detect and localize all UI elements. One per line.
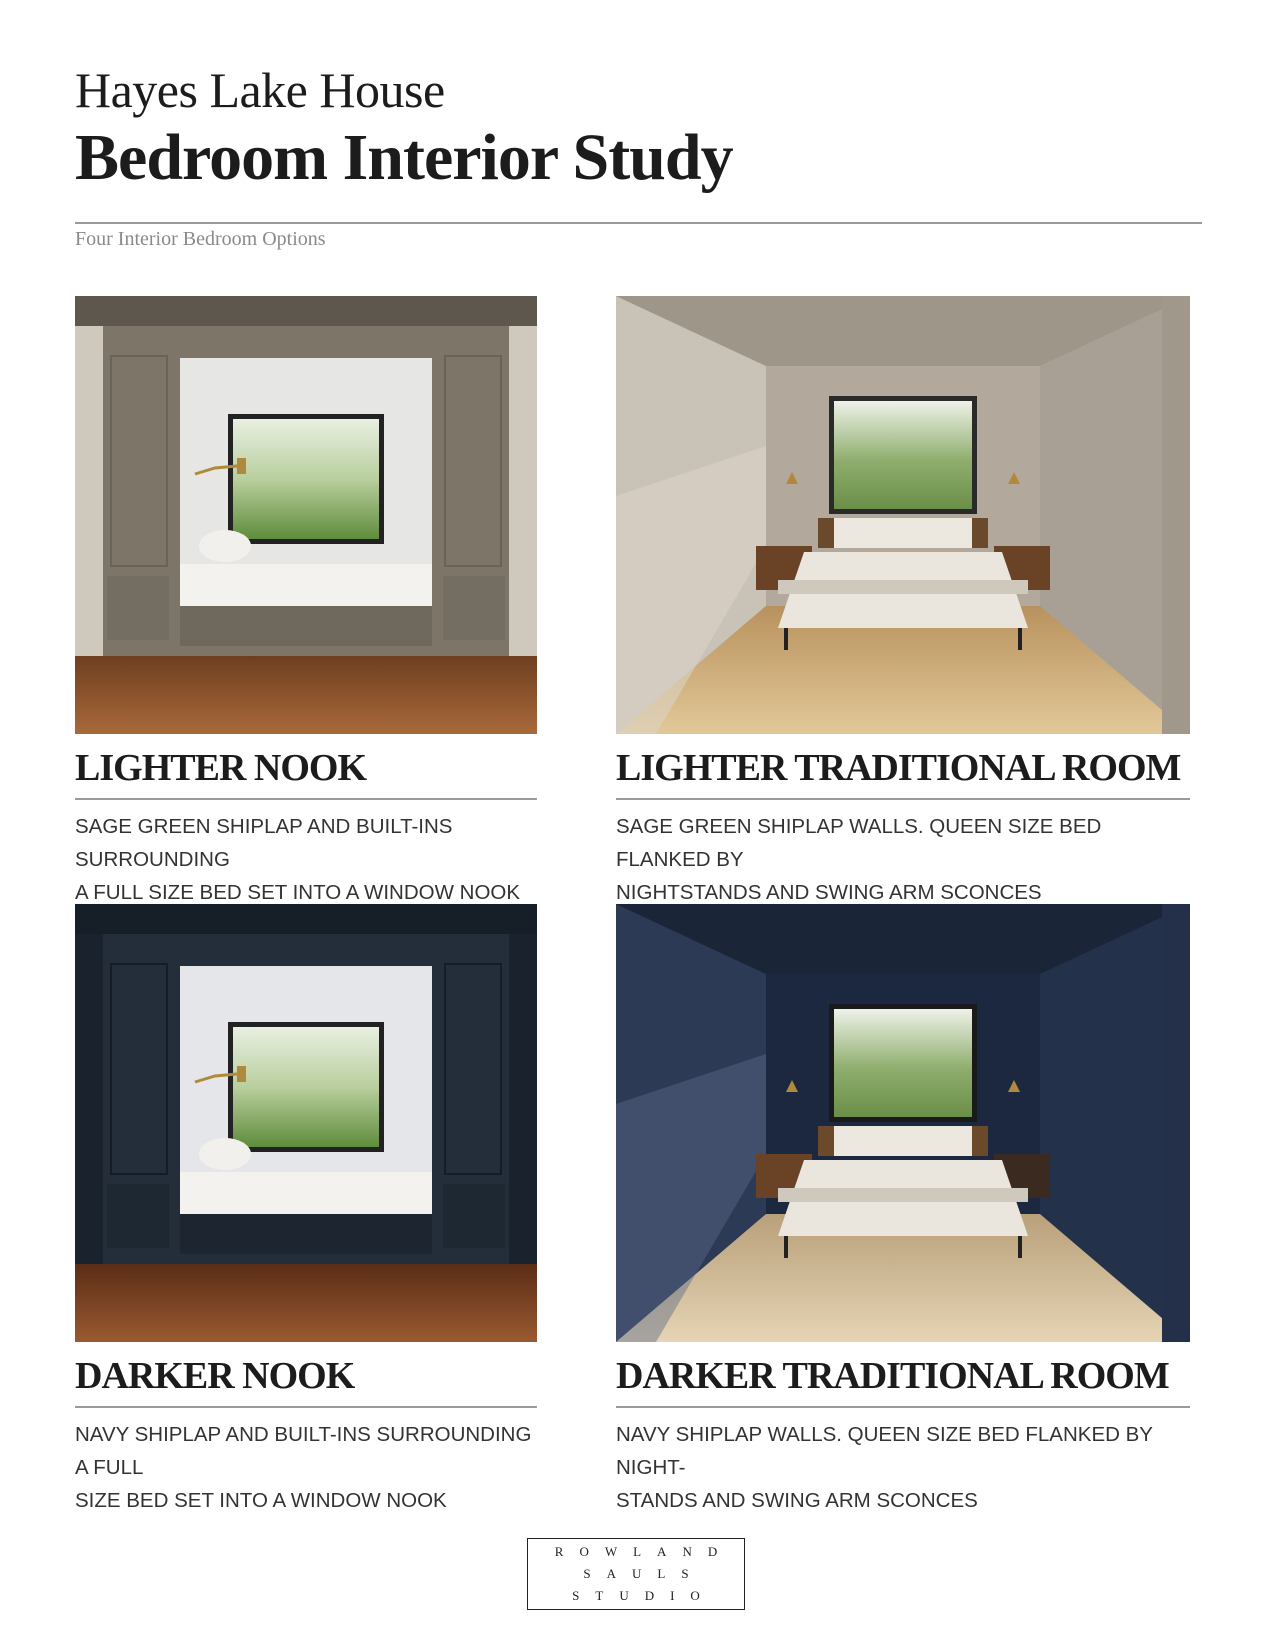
- light-nook-bedroom-render: [75, 296, 537, 734]
- title-divider: [75, 222, 1202, 224]
- option-description: SAGE GREEN SHIPLAP AND BUILT-INS SURROUNDING A FULL SIZE BED SET INTO A WINDOW NOOK: [75, 815, 521, 904]
- option-card-lighter-traditional: [616, 296, 1190, 909]
- project-title: Hayes Lake House: [75, 62, 445, 118]
- logo-line: SAULS: [583, 1566, 705, 1581]
- option-title: DARKER NOOK: [75, 1355, 355, 1397]
- option-divider: [616, 798, 1190, 800]
- page-subtitle: Four Interior Bedroom Options: [75, 228, 326, 250]
- logo-line: STUDIO: [572, 1588, 716, 1603]
- option-divider: [75, 1406, 537, 1408]
- option-title: LIGHTER NOOK: [75, 747, 366, 789]
- logo-line: ROWLAND: [554, 1544, 734, 1559]
- option-description: NAVY SHIPLAP AND BUILT-INS SURROUNDING A FULL SIZE BED SET INTO A WINDOW NOOK: [75, 1423, 532, 1512]
- option-divider: [616, 1406, 1190, 1408]
- option-card-darker-nook: [75, 904, 537, 1517]
- option-title: DARKER TRADITIONAL ROOM: [616, 1355, 1169, 1397]
- option-card-darker-traditional: [616, 904, 1190, 1517]
- option-description: NAVY SHIPLAP WALLS. QUEEN SIZE BED FLANKED BY NIGHT- STANDS AND SWING ARM SCONCES: [616, 1423, 1153, 1512]
- option-title: LIGHTER TRADITIONAL ROOM: [616, 747, 1181, 789]
- page-title: Bedroom Interior Study: [75, 121, 733, 194]
- light-traditional-bedroom-render: [616, 296, 1190, 734]
- dark-traditional-bedroom-render: [616, 904, 1190, 1342]
- studio-logo: [527, 1538, 745, 1610]
- option-card-lighter-nook: [75, 296, 537, 909]
- page-header: [75, 60, 1202, 196]
- option-description: SAGE GREEN SHIPLAP WALLS. QUEEN SIZE BED FLANKED BY NIGHTSTANDS AND SWING ARM SCONCES: [616, 815, 1102, 904]
- option-divider: [75, 798, 537, 800]
- dark-nook-bedroom-render: [75, 904, 537, 1342]
